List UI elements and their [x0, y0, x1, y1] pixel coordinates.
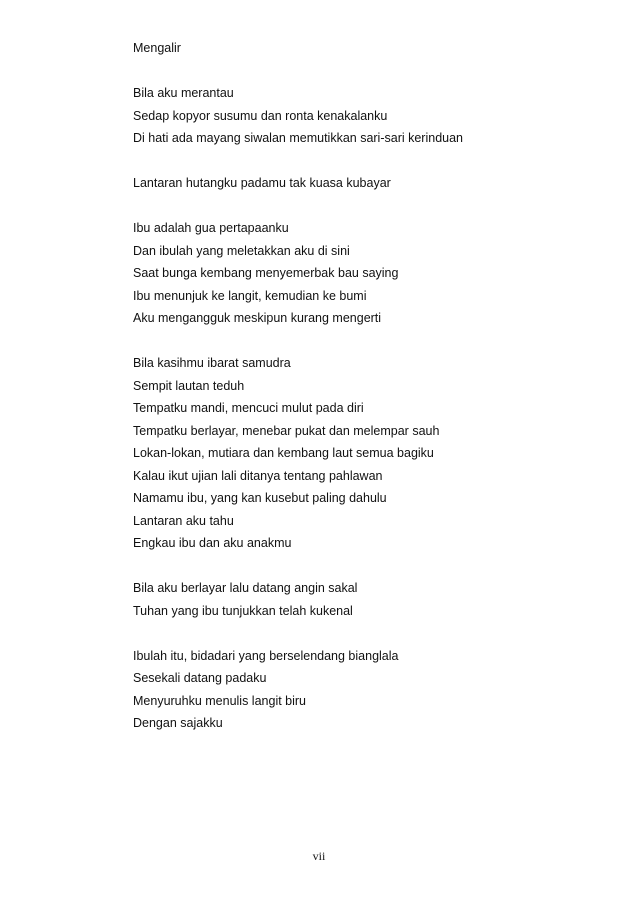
poem-line: Lantaran aku tahu [133, 513, 234, 528]
poem-line: Namamu ibu, yang kan kusebut paling dahulu [133, 491, 387, 505]
poem-line: Dengan sajakku [133, 716, 223, 730]
poem-line: Ibu adalah gua pertapaanku [133, 221, 289, 235]
poem-line: Tempatku berlayar, menebar pukat dan melempar sauh [133, 423, 440, 438]
poem-line: Bila kasihmu ibarat samudra [133, 356, 291, 370]
stanza [133, 217, 613, 330]
page-number: vii [312, 849, 326, 863]
poem-title: Mengalir [133, 41, 181, 55]
poem-line: Bila aku merantau [133, 86, 234, 100]
poem-line: Tempatku mandi, mencuci mulut pada diri [133, 401, 364, 415]
poem-line: Saat bunga kembang menyemerbak bau saying [133, 266, 399, 280]
poem-line: Lantaran hutangku padamu tak kuasa kubayar [133, 176, 391, 190]
poem-line: Di hati ada mayang siwalan memutikkan sari-sari kerinduan [133, 131, 464, 145]
poem-line: Bila aku berlayar lalu datang angin sakal [133, 581, 358, 595]
poem-body [133, 82, 613, 735]
poem-line: Menyuruhku menulis langit biru [133, 693, 307, 708]
poem-line: Ibulah itu, bidadari yang berselendang bianglala [133, 648, 399, 663]
poem-line: Engkau ibu dan aku anakmu [133, 536, 292, 550]
poem-line: Ibu menunjuk ke langit, kemudian ke bumi [133, 288, 367, 303]
poem-line: Dan ibulah yang meletakkan aku di sini [133, 243, 350, 258]
poem-line: Tuhan yang ibu tunjukkan telah kukenal [133, 603, 353, 618]
stanza [133, 82, 613, 150]
poem [133, 37, 613, 735]
stanza [133, 172, 613, 195]
poem-line: Aku mengangguk meskipun kurang mengerti [133, 311, 382, 325]
stanza [133, 645, 613, 735]
poem-line: Lokan-lokan, mutiara dan kembang laut semua bagiku [133, 446, 434, 460]
stanza [133, 577, 613, 622]
poem-line: Kalau ikut ujian lali ditanya tentang pahlawan [133, 468, 383, 483]
poem-line: Sempit lautan teduh [133, 378, 245, 393]
stanza [133, 352, 613, 555]
poem-line: Sesekali datang padaku [133, 671, 267, 685]
poem-line: Sedap kopyor susumu dan ronta kenakalanku [133, 108, 388, 123]
